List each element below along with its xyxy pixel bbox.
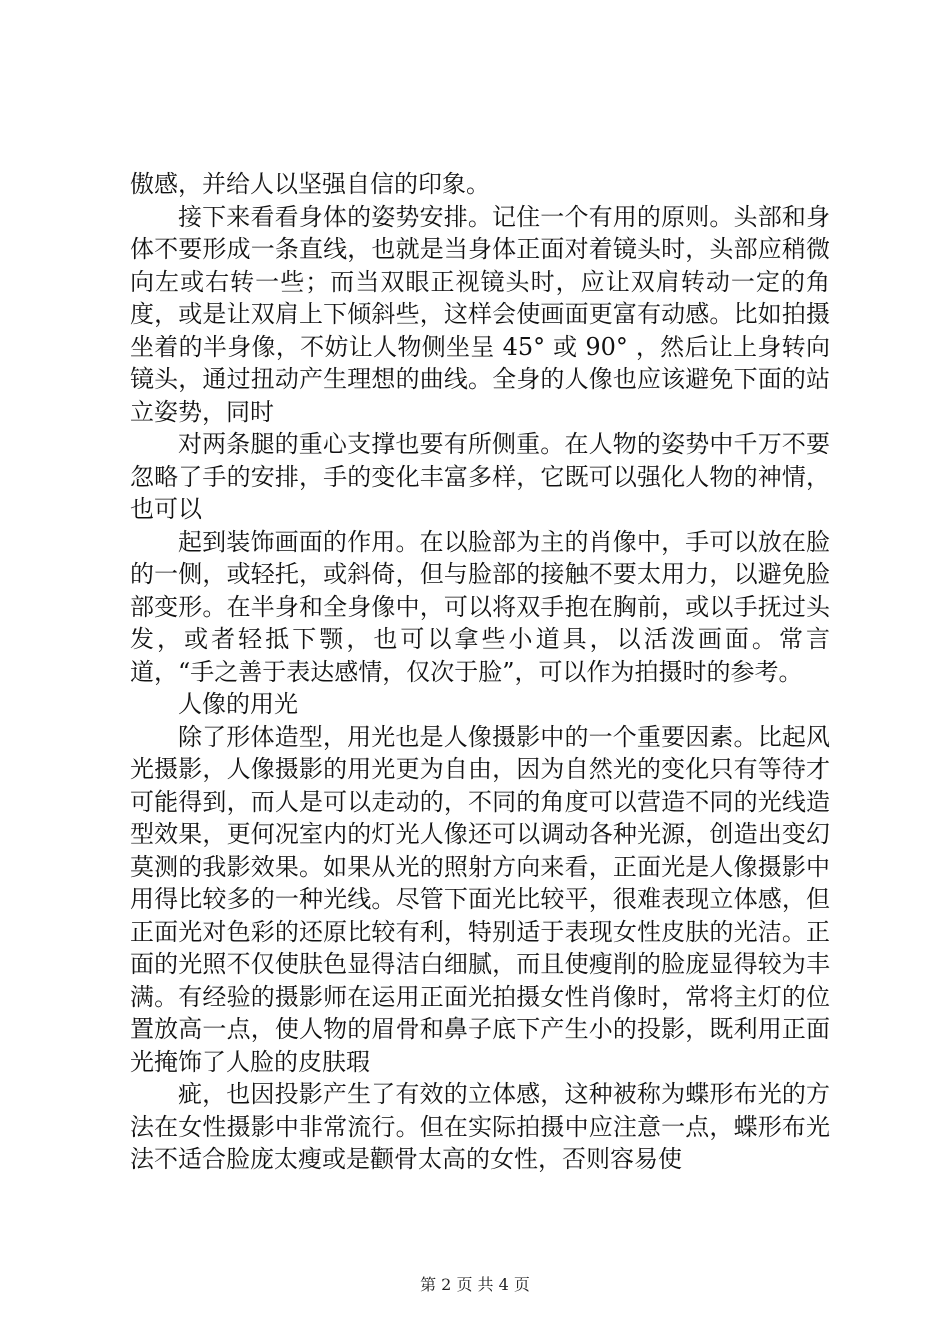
section-heading: 人像的用光 xyxy=(178,690,298,718)
paragraph-6: 疵，也因投影产生了有效的立体感，这种被称为蝶形布光的方法在女性摄影中非常流行。但在实际拍摄中应注意一点，蝶形布光法不适合脸庞太瘦或是颧骨太高的女性，否则容易使 xyxy=(130,1080,830,1173)
paragraph-3: 对两条腿的重心支撑也要有所侧重。在人物的姿势中千万不要忽略了手的安排，手的变化丰富多样，它既可以强化人物的神情，也可以 xyxy=(130,430,830,523)
document-body xyxy=(130,168,830,1176)
paragraph-4: 起到装饰画面的作用。在以脸部为主的肖像中，手可以放在脸的一侧，或轻托，或斜倚，但与脸部的接触不要太用力，以避免脸部变形。在半身和全身像中，可以将双手抱在胸前，或以手抚过头发，或者轻抵下颚，也可以拿些小道具，以活泼画面。常言道，“手之善于表达感情，仅次于脸”，可以作为拍摄时的参考。 xyxy=(130,527,830,686)
page-footer: 第 2 页 共 4 页 xyxy=(420,1275,530,1294)
paragraph-5: 除了形体造型，用光也是人像摄影中的一个重要因素。比起风光摄影，人像摄影的用光更为自由，因为自然光的变化只有等待才可能得到，而人是可以走动的，不同的角度可以营造不同的光线造型效果，更何况室内的灯光人像还可以调动各种光源，创造出变幻莫测的我影效果。如果从光的照射方向来看，正面光是人像摄影中用得比较多的一种光线。尽管下面光比较平，很难表现立体感，但正面光对色彩的还原比较有利，特别适于表现女性皮肤的光洁。正面的光照不仅使肤色显得洁白细腻，而且使瘦削的脸庞显得较为丰满。有经验的摄影师在运用正面光拍摄女性肖像时，常将主灯的位置放高一点，使人物的眉骨和鼻子底下产生小的投影，既利用正面光掩饰了人脸的皮肤瑕 xyxy=(130,722,830,1076)
paragraph-1: 傲感，并给人以坚强自信的印象。 xyxy=(130,170,490,198)
paragraph-2: 接下来看看身体的姿势安排。记住一个有用的原则。头部和身体不要形成一条直线，也就是当身体正面对着镜头时，头部应稍微向左或右转一些；而当双眼正视镜头时，应让双肩转动一定的角度，或是让双肩上下倾斜些，这样会使画面更富有动感。比如拍摄坐着的半身像，不妨让人物侧坐呈 45° 或 90° ，然后让上身转向镜头，通过扭动产生理想的曲线。全身的人像也应该避免下面的站立姿势，同时 xyxy=(130,202,830,426)
